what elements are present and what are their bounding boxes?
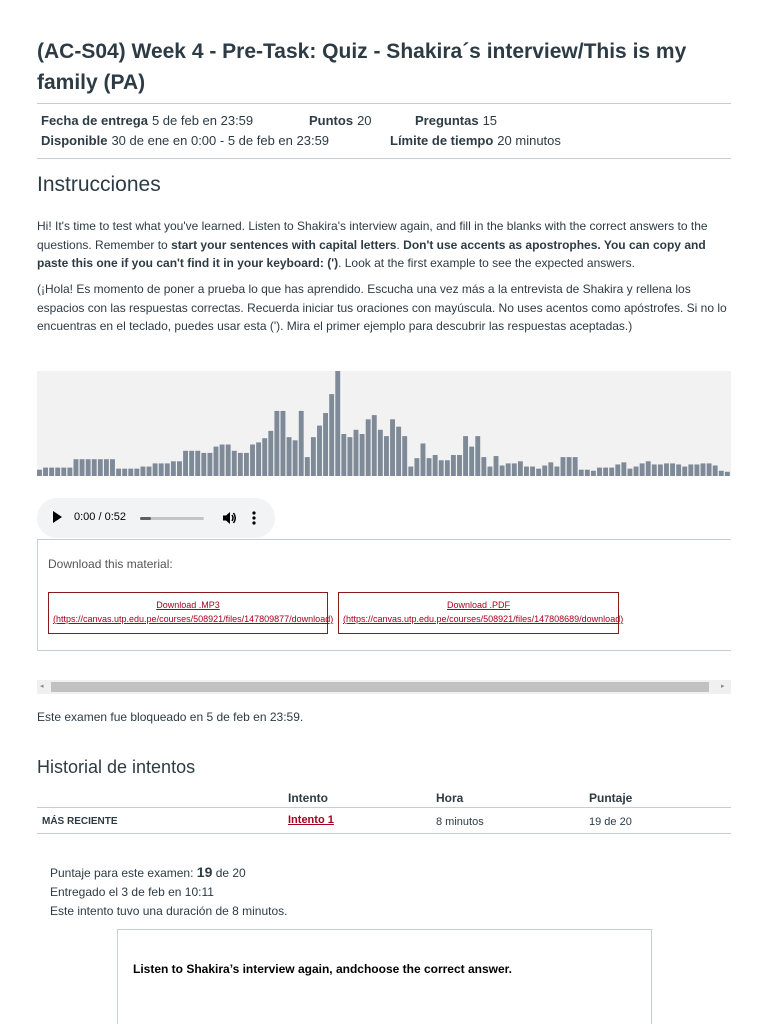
waveform-bar bbox=[122, 469, 127, 476]
waveform-bar bbox=[55, 468, 60, 476]
waveform-bar bbox=[628, 469, 633, 476]
waveform-bar bbox=[652, 464, 657, 476]
waveform-bar bbox=[61, 468, 66, 476]
waveform-bar bbox=[481, 457, 486, 476]
waveform-bar bbox=[634, 467, 639, 476]
waveform-bar bbox=[384, 436, 389, 476]
download-label: Download this material: bbox=[48, 557, 173, 571]
waveform-bar bbox=[664, 463, 669, 476]
download-mp3-url[interactable]: (https://canvas.utp.edu.pe/courses/508921/files/147809877/download) bbox=[53, 614, 334, 624]
waveform-bar bbox=[445, 460, 450, 476]
waveform-bar bbox=[646, 461, 651, 476]
submitted-line: Entregado el 3 de feb en 10:11 bbox=[50, 885, 214, 899]
time-limit: Límite de tiempo 20 minutos bbox=[390, 133, 561, 148]
audio-progress-track[interactable] bbox=[140, 517, 204, 520]
waveform-bar bbox=[421, 443, 426, 476]
waveform-bar bbox=[92, 459, 97, 476]
waveform-bar bbox=[567, 457, 572, 476]
waveform-bar bbox=[74, 459, 79, 476]
scrollbar-thumb[interactable] bbox=[51, 682, 709, 692]
download-pdf-button[interactable] bbox=[338, 592, 624, 634]
waveform-bar bbox=[226, 445, 231, 477]
waveform-bar bbox=[201, 453, 206, 476]
waveform-bar bbox=[43, 468, 48, 476]
waveform-bar bbox=[378, 430, 383, 476]
waveform-bar bbox=[524, 467, 529, 476]
waveform-bar bbox=[597, 468, 602, 476]
waveform-bar bbox=[311, 437, 316, 476]
attempt-time: 8 minutos bbox=[436, 816, 484, 828]
waveform-bar bbox=[494, 456, 499, 476]
waveform-bar bbox=[366, 419, 371, 476]
waveform-bar bbox=[232, 451, 237, 476]
waveform-bar bbox=[591, 471, 596, 476]
waveform-bar bbox=[463, 436, 468, 476]
header-score: Puntaje bbox=[589, 791, 633, 805]
due-date: Fecha de entrega 5 de feb en 23:59 bbox=[41, 113, 254, 128]
waveform-bar bbox=[238, 453, 243, 476]
waveform-bar bbox=[573, 457, 578, 476]
waveform-bar bbox=[725, 472, 730, 476]
waveform-bar bbox=[49, 468, 54, 476]
waveform-bar bbox=[707, 463, 712, 476]
waveform-bar bbox=[268, 431, 273, 476]
waveform-bar bbox=[658, 464, 663, 476]
waveform-bar bbox=[530, 467, 535, 476]
instructions-heading: Instrucciones bbox=[37, 173, 161, 196]
available-range: Disponible 30 de ene en 0:00 - 5 de feb en 23:59 bbox=[41, 133, 330, 148]
waveform-bar bbox=[80, 459, 85, 476]
waveform-bar bbox=[603, 468, 608, 476]
waveform-bar bbox=[183, 451, 188, 476]
waveform-bar bbox=[159, 463, 164, 476]
waveform-bar bbox=[536, 469, 541, 476]
locked-notice: Este examen fue bloqueado en 5 de feb en 23:59. bbox=[37, 710, 304, 724]
waveform-bar bbox=[694, 464, 699, 476]
waveform-bar bbox=[719, 471, 724, 476]
score-line: Puntaje para este examen: 19 de 20 bbox=[50, 864, 246, 880]
download-mp3-title[interactable]: Download .MP3 bbox=[156, 600, 220, 610]
waveform-bar bbox=[609, 468, 614, 476]
waveform-bar bbox=[354, 430, 359, 476]
waveform-bar bbox=[676, 464, 681, 476]
questions-count: Preguntas 15 bbox=[415, 113, 498, 128]
waveform-bar bbox=[281, 411, 286, 476]
waveform-bar bbox=[414, 458, 419, 476]
waveform-bar bbox=[323, 413, 328, 476]
waveform-bar bbox=[189, 451, 194, 476]
waveform-bar bbox=[341, 434, 346, 476]
waveform-bar bbox=[561, 457, 566, 476]
duration-line: Este intento tuvo una duración de 8 minutos. bbox=[50, 904, 288, 918]
score-value: 19 bbox=[196, 864, 213, 880]
waveform-bar bbox=[439, 460, 444, 476]
waveform-bar bbox=[615, 464, 620, 476]
waveform-bar bbox=[195, 451, 200, 476]
download-pdf-url[interactable]: (https://canvas.utp.edu.pe/courses/508921/files/147808689/download) bbox=[343, 614, 624, 624]
waveform-bar bbox=[347, 437, 352, 476]
waveform-bar bbox=[153, 463, 158, 476]
waveform-bar bbox=[621, 462, 626, 476]
waveform-bar bbox=[335, 371, 340, 476]
waveform-bar bbox=[104, 459, 109, 476]
waveform-bar bbox=[250, 445, 255, 477]
waveform-bar bbox=[688, 464, 693, 476]
waveform-bar bbox=[433, 455, 438, 476]
instructions-spanish: (¡Hola! Es momento de poner a prueba lo que has aprendido. Escucha una vez más a la entrevista de Shakira y rellena los espacios con las respuestas correctas. Recuerda iniciar tus oraciones con mayúscula. No uses acentos como apóstrofes. Si no lo encuentras en el teclado, puedes usar esta ('). Mira el primer ejemplo para descubrir las respuestas aceptadas.) bbox=[37, 282, 727, 333]
question-card bbox=[117, 929, 652, 1024]
waveform-bar bbox=[329, 394, 334, 476]
waveform-bar bbox=[408, 467, 413, 476]
volume-icon[interactable] bbox=[222, 510, 236, 526]
waveform-bar bbox=[579, 470, 584, 476]
waveform-bar bbox=[360, 434, 365, 476]
waveform-bar bbox=[457, 455, 462, 476]
waveform-bars bbox=[37, 371, 731, 476]
waveform-bar bbox=[299, 411, 304, 476]
waveform-bar bbox=[287, 437, 292, 476]
waveform-bar bbox=[372, 415, 377, 476]
audio-waveform bbox=[37, 371, 731, 476]
waveform-bar bbox=[214, 447, 219, 476]
waveform-bar bbox=[396, 427, 401, 476]
waveform-bar bbox=[207, 453, 212, 476]
waveform-bar bbox=[134, 469, 139, 476]
waveform-bar bbox=[512, 463, 517, 476]
waveform-bar bbox=[305, 457, 310, 476]
waveform-bar bbox=[670, 463, 675, 476]
table-header bbox=[37, 786, 731, 808]
waveform-bar bbox=[171, 461, 176, 476]
waveform-bar bbox=[177, 461, 182, 476]
waveform-bar bbox=[256, 442, 261, 476]
waveform-bar bbox=[317, 426, 322, 476]
points: Puntos 20 bbox=[309, 113, 372, 128]
audio-progress-fill bbox=[140, 517, 151, 520]
waveform-bar bbox=[128, 469, 133, 476]
attempt-score: 19 de 20 bbox=[589, 816, 632, 828]
waveform-bar bbox=[37, 470, 42, 476]
quiz-meta bbox=[37, 103, 731, 159]
instructions-english: Hi! It's time to test what you've learned. Listen to Shakira's interview again, and fill in the blanks with the correct answers to the questions. Remember to start your sentences with capital letters. Don't use accents as apostrophes. You can copy and paste this one if you can't find it in your keyboard: ('). Look at the first example to see the expected answers. bbox=[37, 219, 708, 270]
waveform-bar bbox=[110, 459, 115, 476]
waveform-bar bbox=[147, 467, 152, 476]
waveform-bar bbox=[274, 411, 279, 476]
waveform-bar bbox=[542, 466, 547, 477]
waveform-bar bbox=[500, 466, 505, 477]
waveform-bar bbox=[165, 463, 170, 476]
waveform-bar bbox=[390, 419, 395, 476]
waveform-bar bbox=[293, 440, 298, 476]
download-mp3-button[interactable] bbox=[48, 592, 334, 634]
history-heading: Historial de intentos bbox=[37, 757, 196, 777]
waveform-bar bbox=[262, 438, 267, 476]
waveform-bar bbox=[469, 447, 474, 476]
header-attempt: Intento bbox=[288, 791, 328, 805]
table-row bbox=[37, 809, 731, 834]
play-icon[interactable] bbox=[53, 511, 62, 523]
waveform-bar bbox=[682, 467, 687, 476]
waveform-bar bbox=[402, 436, 407, 476]
attempt-summary bbox=[50, 863, 288, 921]
waveform-bar bbox=[701, 463, 706, 476]
download-pdf-title[interactable]: Download .PDF bbox=[446, 600, 511, 610]
waveform-bar bbox=[487, 467, 492, 476]
waveform-bar bbox=[244, 453, 249, 476]
header-time: Hora bbox=[436, 791, 464, 805]
scroll-left-icon[interactable]: ◂ bbox=[40, 683, 44, 690]
waveform-bar bbox=[585, 470, 590, 476]
waveform-bar bbox=[640, 463, 645, 476]
waveform-bar bbox=[475, 436, 480, 476]
waveform-bar bbox=[116, 469, 121, 476]
waveform-bar bbox=[548, 462, 553, 476]
waveform-bar bbox=[518, 461, 523, 476]
audio-player[interactable] bbox=[37, 498, 275, 538]
horizontal-scrollbar[interactable] bbox=[37, 680, 731, 694]
download-panel bbox=[37, 539, 731, 651]
scroll-right-icon[interactable]: ▸ bbox=[721, 683, 725, 690]
waveform-bar bbox=[713, 466, 718, 477]
waveform-bar bbox=[451, 455, 456, 476]
waveform-bar bbox=[506, 463, 511, 476]
attempt-link[interactable]: Intento 1 bbox=[288, 814, 334, 826]
waveform-bar bbox=[554, 467, 559, 476]
row-label: MÁS RECIENTE bbox=[42, 816, 118, 827]
question-text: Listen to Shakira’s interview again, andchoose the correct answer. bbox=[133, 962, 513, 976]
waveform-bar bbox=[140, 467, 145, 476]
waveform-bar bbox=[220, 445, 225, 477]
waveform-bar bbox=[67, 468, 72, 476]
more-vertical-icon[interactable] bbox=[252, 510, 256, 526]
waveform-bar bbox=[98, 459, 103, 476]
audio-time: 0:00 / 0:52 bbox=[74, 511, 126, 523]
waveform-bar bbox=[86, 459, 91, 476]
quiz-title: (AC-S04) Week 4 - Pre-Task: Quiz - Shakira´s interview/This is my family (PA) bbox=[37, 40, 687, 94]
waveform-bar bbox=[427, 458, 432, 476]
